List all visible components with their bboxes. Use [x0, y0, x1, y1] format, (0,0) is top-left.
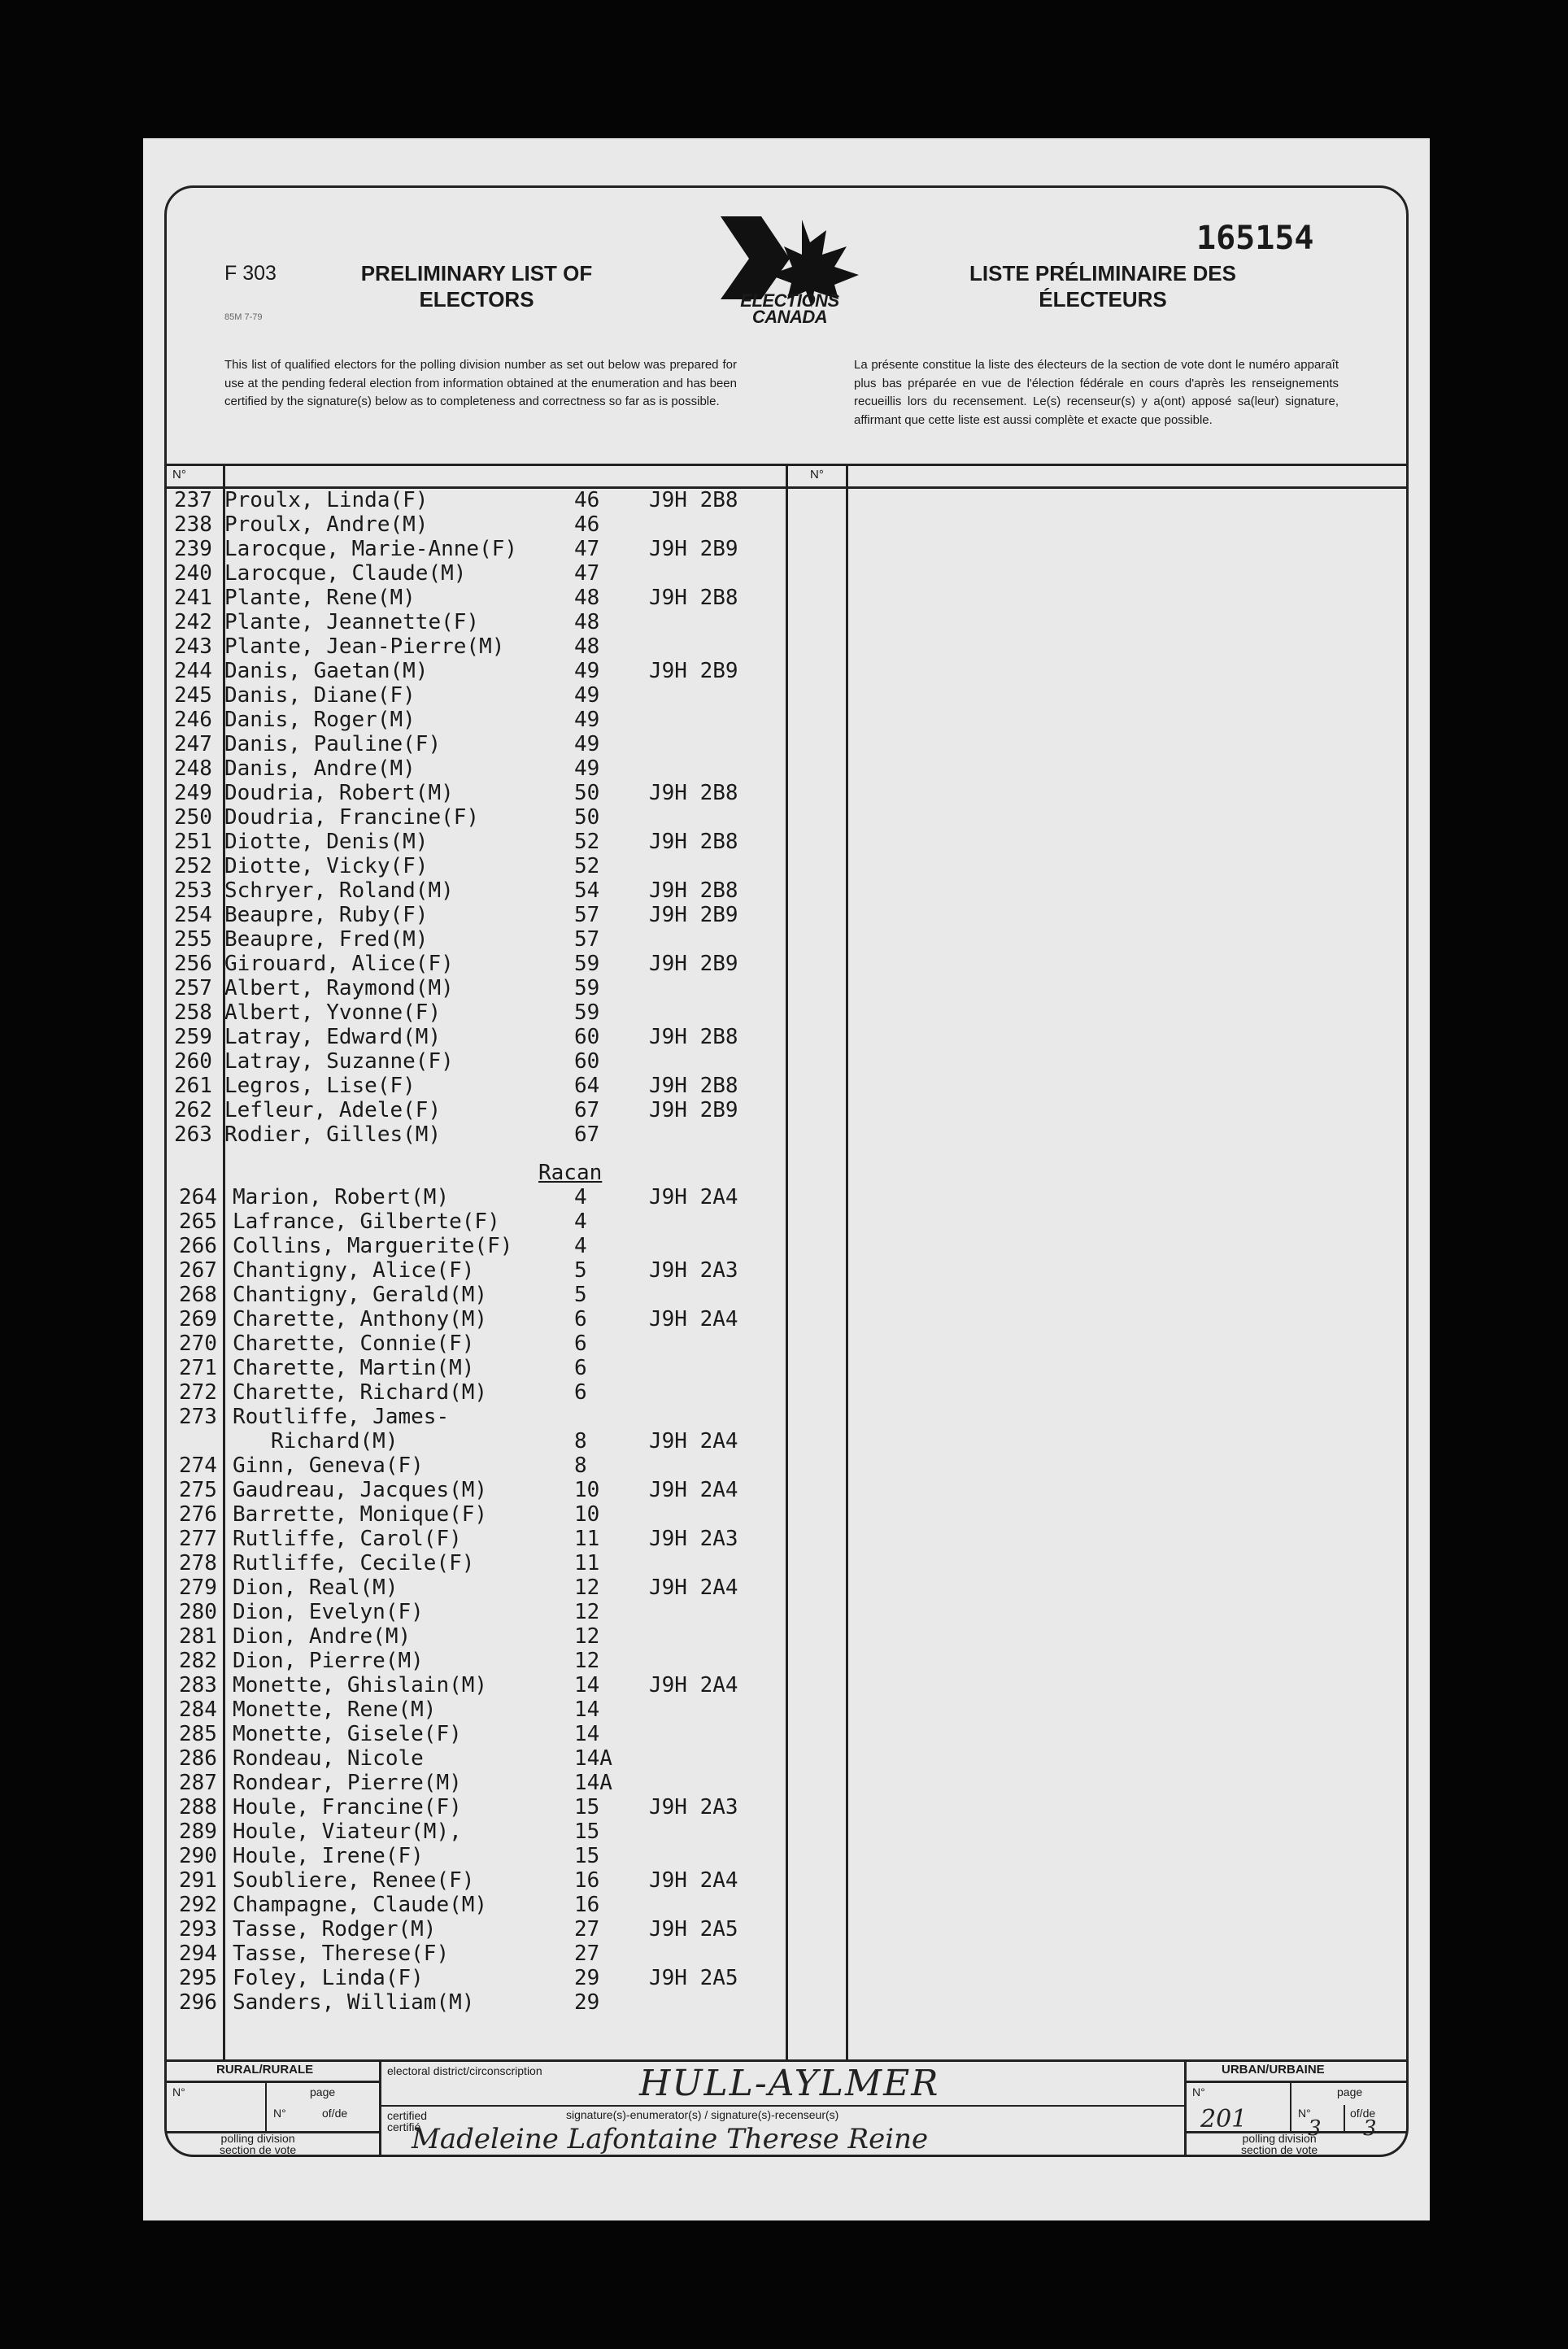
elector-number: 294: [179, 1942, 217, 1966]
elector-number: 277: [179, 1527, 217, 1551]
elector-number: 281: [179, 1624, 217, 1649]
elector-number: 256: [174, 952, 212, 976]
elector-name: Danis, Gaetan(M): [224, 659, 429, 683]
civic-number: 11: [574, 1551, 600, 1575]
civic-number: 12: [574, 1600, 600, 1624]
civic-number: 14: [574, 1697, 600, 1722]
civic-number: 46: [574, 512, 600, 537]
signature-label: signature(s)-enumerator(s) / signature(s)-recenseur(s): [566, 2108, 839, 2121]
elector-name: Routliffe, James-: [233, 1405, 450, 1429]
elector-name: Chantigny, Alice(F): [233, 1258, 475, 1283]
elector-name: Rodier, Gilles(M): [224, 1122, 442, 1147]
civic-number: 49: [574, 659, 600, 683]
civic-number: 54: [574, 878, 600, 903]
title-english-line1: PRELIMINARY LIST OF: [360, 261, 593, 285]
rural-label: RURAL/RURALE: [216, 2063, 314, 2077]
elector-number: 290: [179, 1844, 217, 1868]
footer-left-divider: [379, 2059, 381, 2157]
civic-number: 48: [574, 610, 600, 634]
elector-name: Danis, Diane(F): [224, 683, 416, 708]
urban-of-label: of/de: [1350, 2107, 1376, 2120]
elector-name: Schryer, Roland(M): [224, 878, 454, 903]
form-code: 85M 7-79: [224, 312, 263, 322]
column-header-no-right: N°: [810, 468, 824, 482]
elector-name: Larocque, Claude(M): [224, 561, 467, 586]
elector-number: 283: [179, 1673, 217, 1697]
elector-name: Latray, Edward(M): [224, 1025, 442, 1049]
rural-polling-division-line1: polling division: [220, 2132, 295, 2145]
urban-label: URBAN/URBAINE: [1222, 2063, 1325, 2077]
civic-number: 60: [574, 1025, 600, 1049]
logo-wordmark-line2: CANADA: [751, 307, 828, 327]
civic-number: 8: [574, 1429, 587, 1453]
civic-number: 8: [574, 1453, 587, 1478]
postal-code: J9H 2A3: [649, 1258, 738, 1283]
elector-number: 253: [174, 878, 212, 903]
elector-name: Sanders, William(M): [233, 1990, 475, 2015]
civic-number: 29: [574, 1990, 600, 2015]
postal-code: J9H 2A4: [649, 1575, 738, 1600]
elector-name: Albert, Raymond(M): [224, 976, 454, 1000]
rural-page-label: page: [310, 2085, 336, 2098]
elector-name: Charette, Anthony(M): [233, 1307, 488, 1331]
rural-polling-division: [220, 2133, 296, 2155]
elector-number: 270: [179, 1331, 217, 1356]
civic-number: 59: [574, 952, 600, 976]
postal-code: J9H 2A4: [649, 1307, 738, 1331]
postal-code: J9H 2B9: [649, 903, 738, 927]
civic-number: 4: [574, 1185, 587, 1209]
elector-name: Houle, Irene(F): [233, 1844, 424, 1868]
elector-name: Charette, Connie(F): [233, 1331, 475, 1356]
civic-number: 5: [574, 1283, 587, 1307]
elector-number: 295: [179, 1966, 217, 1990]
footer-right-divider: [1184, 2059, 1187, 2157]
civic-number: 12: [574, 1649, 600, 1673]
form-number: F 303: [224, 262, 277, 285]
elector-name: Proulx, Andre(M): [224, 512, 429, 537]
civic-number: 48: [574, 634, 600, 659]
elector-number: 282: [179, 1649, 217, 1673]
elector-number: 292: [179, 1893, 217, 1917]
elector-name: Plante, Rene(M): [224, 586, 416, 610]
elector-name: Barrette, Monique(F): [233, 1502, 488, 1527]
elector-number: 257: [174, 976, 212, 1000]
district-rule: [381, 2105, 1184, 2107]
urban-header-rule: [1187, 2081, 1406, 2083]
elector-name: Dion, Evelyn(F): [233, 1600, 424, 1624]
elector-name: Richard(M): [233, 1429, 399, 1453]
civic-number: 57: [574, 927, 600, 952]
civic-number: 29: [574, 1966, 600, 1990]
elector-name: Diotte, Vicky(F): [224, 854, 429, 878]
elector-number: 266: [179, 1234, 217, 1258]
elector-name: Monette, Ghislain(M): [233, 1673, 488, 1697]
elector-name: Danis, Pauline(F): [224, 732, 442, 756]
postal-code: J9H 2B8: [649, 586, 738, 610]
elector-name: Rondear, Pierre(M): [233, 1771, 462, 1795]
postal-code: J9H 2B9: [649, 952, 738, 976]
civic-number: 50: [574, 805, 600, 830]
elector-name: Larocque, Marie-Anne(F): [224, 537, 518, 561]
civic-number: 4: [574, 1209, 587, 1234]
civic-number: 27: [574, 1917, 600, 1942]
postal-code: J9H 2B9: [649, 537, 738, 561]
elector-number: 287: [179, 1771, 217, 1795]
elector-name: Marion, Robert(M): [233, 1185, 450, 1209]
elector-number: 286: [179, 1746, 217, 1771]
right-column-rule: [846, 464, 848, 2059]
logo-wordmark-line1: ELECTIONS: [740, 290, 839, 311]
civic-number: 50: [574, 781, 600, 805]
column-header-no: N°: [172, 468, 186, 482]
elector-number: 289: [179, 1819, 217, 1844]
district-value: HULL-AYLMER: [639, 2063, 940, 2104]
postal-code: J9H 2A4: [649, 1185, 738, 1209]
elector-name: Tasse, Rodger(M): [233, 1917, 437, 1942]
urban-polling-division-line1: polling division: [1242, 2132, 1317, 2145]
civic-number: 15: [574, 1819, 600, 1844]
elector-number: 293: [179, 1917, 217, 1942]
title-french-line2: ÉLECTEURS: [1039, 287, 1167, 312]
civic-number: 15: [574, 1844, 600, 1868]
elector-number: 243: [174, 634, 212, 659]
postal-code: J9H 2B8: [649, 781, 738, 805]
civic-number: 52: [574, 830, 600, 854]
elector-number: 267: [179, 1258, 217, 1283]
elector-name: Monette, Gisele(F): [233, 1722, 462, 1746]
civic-number: 48: [574, 586, 600, 610]
elector-number: 247: [174, 732, 212, 756]
urban-page-total: 3: [1363, 2116, 1377, 2141]
rural-polling-division-line2: section de vote: [220, 2143, 297, 2156]
civic-number: 12: [574, 1624, 600, 1649]
elector-number: 240: [174, 561, 212, 586]
elector-number: 278: [179, 1551, 217, 1575]
elector-number: 284: [179, 1697, 217, 1722]
elector-number: 269: [179, 1307, 217, 1331]
elector-name: Monette, Rene(M): [233, 1697, 437, 1722]
elector-name: Rutliffe, Carol(F): [233, 1527, 462, 1551]
postal-code: J9H 2B8: [649, 1025, 738, 1049]
elector-name: Danis, Roger(M): [224, 708, 416, 732]
rural-no-label: N°: [172, 2085, 185, 2098]
elector-number: 268: [179, 1283, 217, 1307]
urban-page-number: 3: [1308, 2116, 1322, 2141]
elector-number: 258: [174, 1000, 212, 1025]
elector-number: 272: [179, 1380, 217, 1405]
elector-number: 252: [174, 854, 212, 878]
elector-number: 250: [174, 805, 212, 830]
elector-number: 239: [174, 537, 212, 561]
title-french-line1: LISTE PRÉLIMINAIRE DES: [969, 261, 1236, 285]
footer-top-rule: [167, 2059, 1406, 2062]
postal-code: J9H 2B8: [649, 1074, 738, 1098]
elector-name: Gaudreau, Jacques(M): [233, 1478, 488, 1502]
enumerator-signatures: Madeleine Lafontaine Therese Reine: [412, 2123, 929, 2155]
civic-number: 10: [574, 1502, 600, 1527]
elector-name: Beaupre, Fred(M): [224, 927, 429, 952]
elector-name: Dion, Andre(M): [233, 1624, 412, 1649]
elector-name: Charette, Richard(M): [233, 1380, 488, 1405]
elector-number: 279: [179, 1575, 217, 1600]
elector-name: Legros, Lise(F): [224, 1074, 416, 1098]
rural-no-divider: [265, 2081, 267, 2131]
logo-wordmark: [712, 290, 867, 327]
civic-number: 47: [574, 537, 600, 561]
elector-name: Tasse, Therese(F): [233, 1942, 450, 1966]
civic-number: 57: [574, 903, 600, 927]
title-french: [924, 260, 1282, 312]
elector-number: 280: [179, 1600, 217, 1624]
civic-number: 10: [574, 1478, 600, 1502]
civic-number: 67: [574, 1098, 600, 1122]
civic-number: 15: [574, 1795, 600, 1819]
elector-number: 242: [174, 610, 212, 634]
elector-number: 275: [179, 1478, 217, 1502]
elector-number: 271: [179, 1356, 217, 1380]
elector-name: Rutliffe, Cecile(F): [233, 1551, 475, 1575]
civic-number: 12: [574, 1575, 600, 1600]
elector-name: Chantigny, Gerald(M): [233, 1283, 488, 1307]
elector-number: 273: [179, 1405, 217, 1429]
rural-header-rule: [167, 2081, 379, 2083]
elector-number: 262: [174, 1098, 212, 1122]
elector-name: Plante, Jeannette(F): [224, 610, 480, 634]
elector-name: Doudria, Francine(F): [224, 805, 480, 830]
elector-number: 265: [179, 1209, 217, 1234]
postal-code: J9H 2A5: [649, 1917, 738, 1942]
elector-name: Lefleur, Adele(F): [224, 1098, 442, 1122]
elector-name: Latray, Suzanne(F): [224, 1049, 454, 1074]
rural-page-no-label: N°: [273, 2107, 286, 2120]
elector-number: 255: [174, 927, 212, 952]
civic-number: 46: [574, 488, 600, 512]
civic-number: 59: [574, 976, 600, 1000]
elector-number: 237: [174, 488, 212, 512]
urban-page-no-label: N°: [1298, 2107, 1311, 2120]
elector-number: 238: [174, 512, 212, 537]
civic-number: 14A: [574, 1771, 612, 1795]
postal-code: J9H 2A5: [649, 1966, 738, 1990]
elector-number: 274: [179, 1453, 217, 1478]
elector-number: 263: [174, 1122, 212, 1147]
civic-number: 14A: [574, 1746, 612, 1771]
elector-number: 276: [179, 1502, 217, 1527]
elector-name: Houle, Francine(F): [233, 1795, 462, 1819]
elector-number: 246: [174, 708, 212, 732]
civic-number: 59: [574, 1000, 600, 1025]
urban-polling-division-line2: section de vote: [1241, 2143, 1318, 2156]
intro-english: This list of qualified electors for the polling division number as set out below was prepared for use at the pending federal election from information obtained at the enumeration and has been certified by the signature(s) below as to completeness and correctness so far as is possible.: [224, 358, 737, 408]
civic-number: 6: [574, 1307, 587, 1331]
elector-name: Doudria, Robert(M): [224, 781, 454, 805]
elector-name: Champagne, Claude(M): [233, 1893, 488, 1917]
elector-name: Foley, Linda(F): [233, 1966, 424, 1990]
postal-code: J9H 2A4: [649, 1673, 738, 1697]
middle-column-rule: [786, 464, 788, 2059]
elector-number: 288: [179, 1795, 217, 1819]
urban-page-label: page: [1337, 2085, 1363, 2098]
civic-number: 49: [574, 756, 600, 781]
civic-number: 49: [574, 732, 600, 756]
title-english-line2: ELECTORS: [419, 287, 534, 312]
civic-number: 60: [574, 1049, 600, 1074]
postal-code: J9H 2A3: [649, 1527, 738, 1551]
postal-code: J9H 2B9: [649, 659, 738, 683]
civic-number: 14: [574, 1673, 600, 1697]
elector-number: 245: [174, 683, 212, 708]
rural-of-label: of/de: [322, 2107, 348, 2120]
elector-number: 285: [179, 1722, 217, 1746]
postal-code: J9H 2A3: [649, 1795, 738, 1819]
civic-number: 16: [574, 1868, 600, 1893]
civic-number: 16: [574, 1893, 600, 1917]
civic-number: 27: [574, 1942, 600, 1966]
postal-code: J9H 2A4: [649, 1478, 738, 1502]
urban-polling-division: [1241, 2133, 1318, 2155]
elector-name: Beaupre, Ruby(F): [224, 903, 429, 927]
elector-name: Rondeau, Nicole: [233, 1746, 424, 1771]
civic-number: 52: [574, 854, 600, 878]
elector-name: Danis, Andre(M): [224, 756, 416, 781]
elector-name: Soubliere, Renee(F): [233, 1868, 475, 1893]
elector-name: Lafrance, Gilberte(F): [233, 1209, 500, 1234]
urban-no-label: N°: [1192, 2085, 1205, 2098]
postal-code: J9H 2A4: [649, 1429, 738, 1453]
elector-number: 261: [174, 1074, 212, 1098]
civic-number: 6: [574, 1356, 587, 1380]
civic-number: 11: [574, 1527, 600, 1551]
elector-number: 264: [179, 1185, 217, 1209]
elector-name: Girouard, Alice(F): [224, 952, 454, 976]
civic-number: 64: [574, 1074, 600, 1098]
serial-number: 165154: [1196, 220, 1314, 257]
intro-french: La présente constitue la liste des électeurs de la section de vote dont le numéro apparaît plus bas préparée en vue de l'élection fédérale en cours d'après les renseignements recueillis lors du recensement. Le(s) recenseur(s) y a(ont) apposé sa(leur) signature, affirmant que cette liste est aussi complète et exacte que possible.: [854, 358, 1339, 427]
street-heading: Racan: [538, 1161, 603, 1185]
civic-number: 47: [574, 561, 600, 586]
postal-code: J9H 2B9: [649, 1098, 738, 1122]
civic-number: 67: [574, 1122, 600, 1147]
urban-polling-number: 201: [1200, 2105, 1248, 2133]
elector-name: Proulx, Linda(F): [224, 488, 429, 512]
elector-name: Collins, Marguerite(F): [233, 1234, 513, 1258]
elector-number: 260: [174, 1049, 212, 1074]
elector-number: 249: [174, 781, 212, 805]
elector-name: Diotte, Denis(M): [224, 830, 429, 854]
electors-list-sheet: [143, 138, 1430, 2220]
urban-no-divider: [1290, 2081, 1291, 2131]
elector-name: Albert, Yvonne(F): [224, 1000, 442, 1025]
postal-code: J9H 2B8: [649, 878, 738, 903]
elector-name: Ginn, Geneva(F): [233, 1453, 424, 1478]
certified-label-line1: certified: [387, 2109, 428, 2122]
civic-number: 49: [574, 708, 600, 732]
civic-number: 6: [574, 1380, 587, 1405]
elector-number: 251: [174, 830, 212, 854]
elector-number: 259: [174, 1025, 212, 1049]
elector-name: Plante, Jean-Pierre(M): [224, 634, 505, 659]
elector-name: Charette, Martin(M): [233, 1356, 475, 1380]
civic-number: 14: [574, 1722, 600, 1746]
elector-name: Houle, Viateur(M),: [233, 1819, 462, 1844]
civic-number: 6: [574, 1331, 587, 1356]
elector-number: 248: [174, 756, 212, 781]
elector-number: 244: [174, 659, 212, 683]
civic-number: 4: [574, 1234, 587, 1258]
elector-number: 241: [174, 586, 212, 610]
postal-code: J9H 2B8: [649, 830, 738, 854]
elector-name: Dion, Pierre(M): [233, 1649, 424, 1673]
postal-code: J9H 2A4: [649, 1868, 738, 1893]
urban-of-divider: [1344, 2105, 1345, 2131]
civic-number: 49: [574, 683, 600, 708]
civic-number: 5: [574, 1258, 587, 1283]
elector-number: 254: [174, 903, 212, 927]
postal-code: J9H 2B8: [649, 488, 738, 512]
district-label: electoral district/circonscription: [387, 2064, 542, 2077]
title-english: [346, 260, 607, 312]
certified-label-line2: certifié: [387, 2120, 421, 2133]
elector-number: 291: [179, 1868, 217, 1893]
elector-name: Dion, Real(M): [233, 1575, 399, 1600]
elector-number: 296: [179, 1990, 217, 2015]
